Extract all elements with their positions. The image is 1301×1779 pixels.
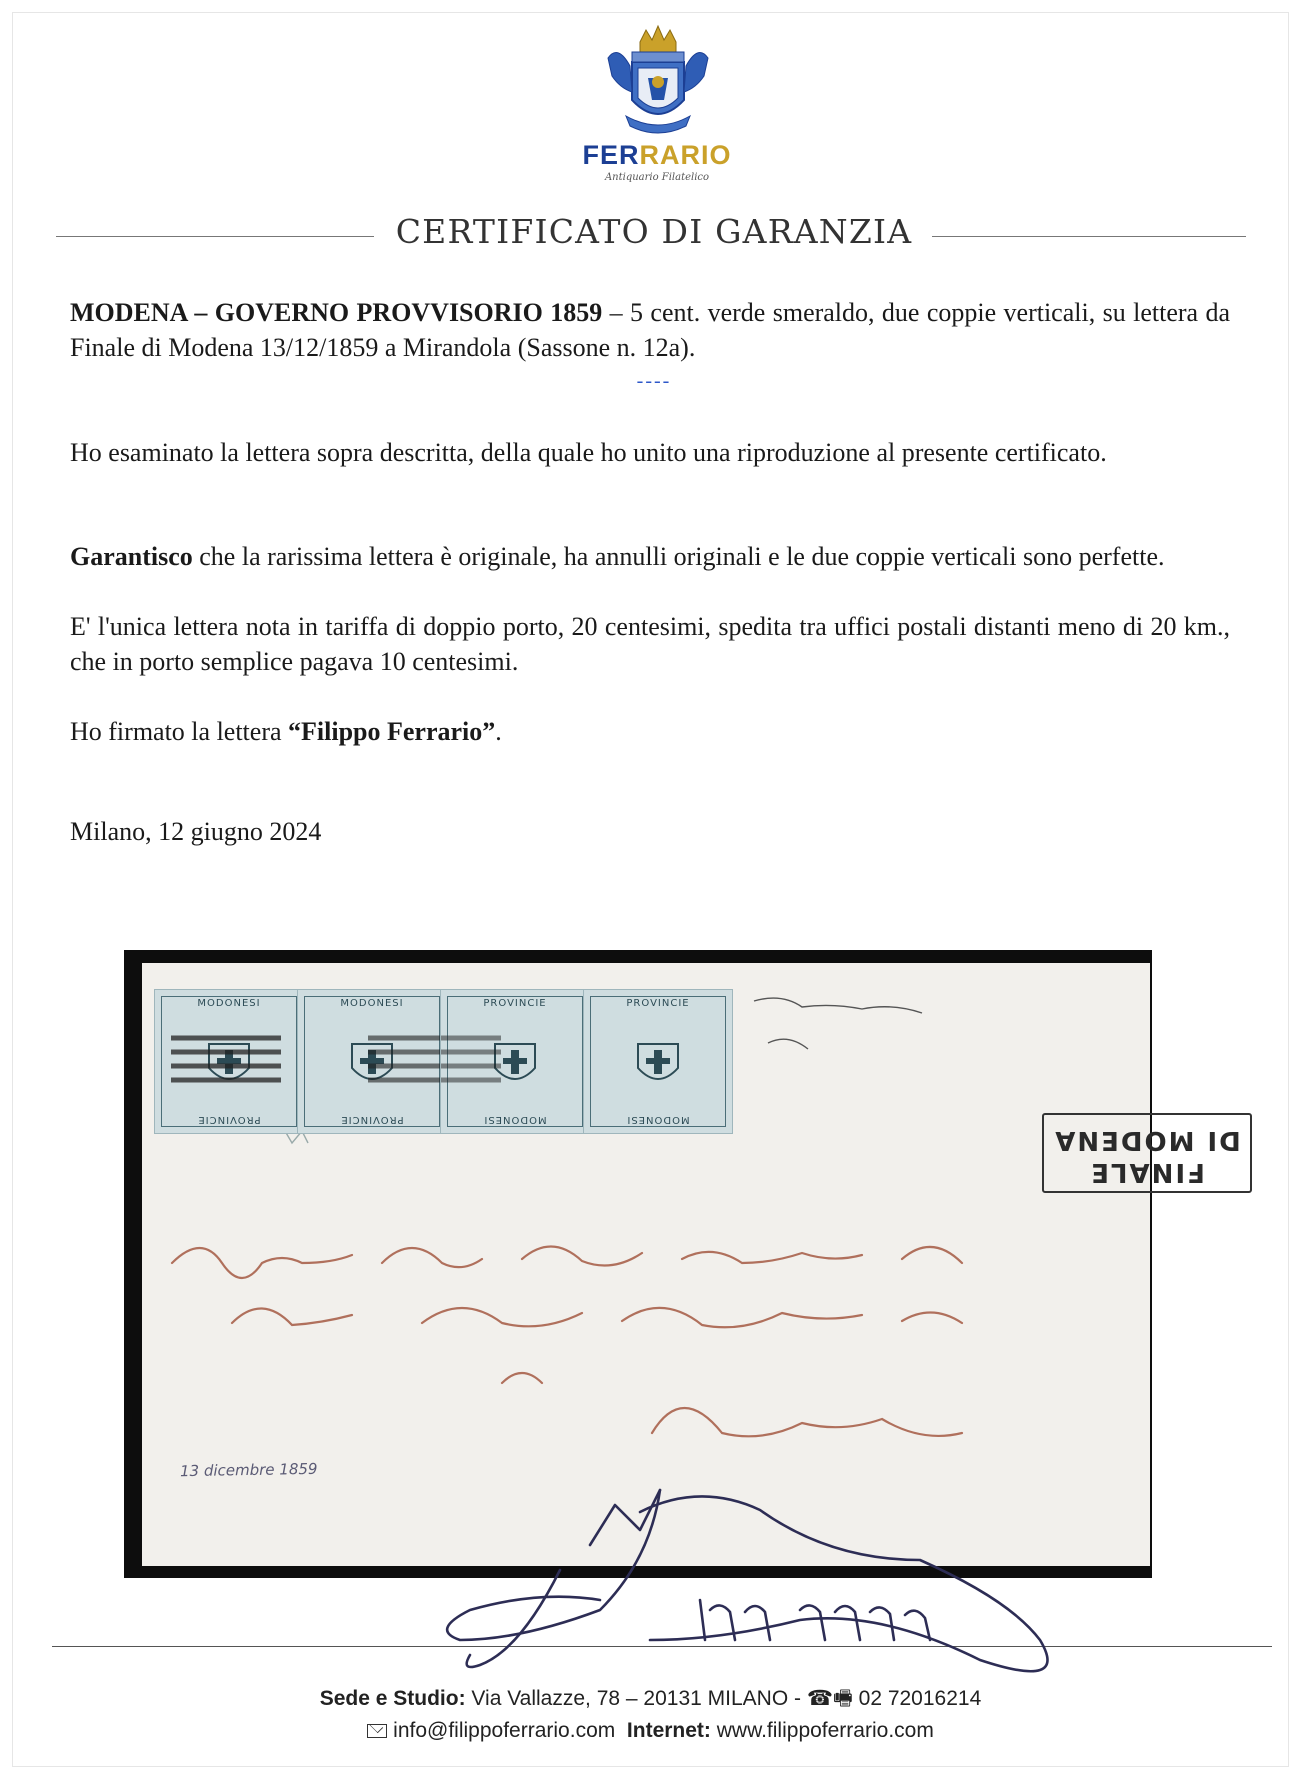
signed-text: Ho firmato la lettera (70, 717, 289, 746)
cancellation-bars (171, 1030, 281, 1100)
brand-name: FERRARIO (582, 140, 732, 170)
signed-name: “Filippo Ferrario” (288, 717, 496, 746)
footer-email[interactable]: info@filippoferrario.com (393, 1719, 616, 1742)
stamp-1: MODONESI PROVINCIE (154, 989, 304, 1134)
stamp-2: MODONESI PROVINCIE (297, 989, 447, 1134)
title-row (56, 210, 1246, 260)
guarantee-text: che la rarissima lettera è originale, ha annulli originali e le due coppie verticali sono perfette. (192, 542, 1165, 571)
certificate-title: CERTIFICATO DI GARANZIA (395, 212, 913, 251)
item-description (70, 295, 1230, 365)
paragraph-examined: Ho esaminato la lettera sopra descritta, della quale ho unito una riproduzione al presente certificato. (70, 438, 1107, 467)
certificate-page (12, 12, 1289, 1767)
footer-address (0, 1684, 1301, 1719)
footer-rule (52, 1646, 1272, 1647)
letter-cover (142, 963, 1241, 1566)
title-rule-right (932, 236, 1246, 237)
title-rule-left (56, 236, 374, 237)
finale-di-modena-cancel: FINALE DI MODENA (1042, 1113, 1252, 1193)
stamp-4: PROVINCIE MODONESI (583, 989, 733, 1134)
guarantee-bold: Garantisco (70, 542, 193, 571)
cancellation-bars (441, 1030, 501, 1100)
date-caption: 13 dicembre 1859 (179, 1459, 318, 1481)
paragraph-rarity: E' l'unica lettera nota in tariffa di doppio porto, 20 centesimi, spedita tra uffici postali distanti meno di 20 km., che in porto semplice pagava 10 centesimi. (70, 612, 1230, 676)
footer-address-text: Via Vallazze, 78 – 20131 MILANO - ☎🖷 02 72016214 (465, 1687, 982, 1710)
envelope-icon (367, 1724, 387, 1738)
place-and-date: Milano, 12 giugno 2024 (70, 817, 322, 846)
footer-website[interactable]: www.filippoferrario.com (710, 1719, 934, 1742)
cancellation-bars (368, 1030, 448, 1100)
item-description-text: – 5 cent. verde smeraldo, due coppie verticali, su lettera da Finale di Modena 13/12/1859 a Mirandola (Sassone n. 12a). (70, 298, 1230, 362)
coat-of-arms-logo (602, 22, 714, 140)
signed-end: . (495, 717, 502, 746)
footer-label-internet: Internet: (626, 1719, 711, 1742)
footer-contacts (0, 1719, 1301, 1743)
item-description-bold: MODENA – GOVERNO PROVVISORIO 1859 (70, 298, 603, 327)
paragraph-signed (70, 714, 1230, 749)
footer-label-sede: Sede e Studio: (319, 1687, 466, 1710)
stamp-3: PROVINCIE MODONESI (440, 989, 590, 1134)
stamp-arms-icon (628, 1034, 688, 1092)
brand-tagline: Antiquario Filatelico (604, 172, 710, 183)
separator: ---- (636, 370, 672, 392)
paragraph-guarantee (70, 539, 1230, 574)
letter-photo (124, 950, 1241, 1578)
